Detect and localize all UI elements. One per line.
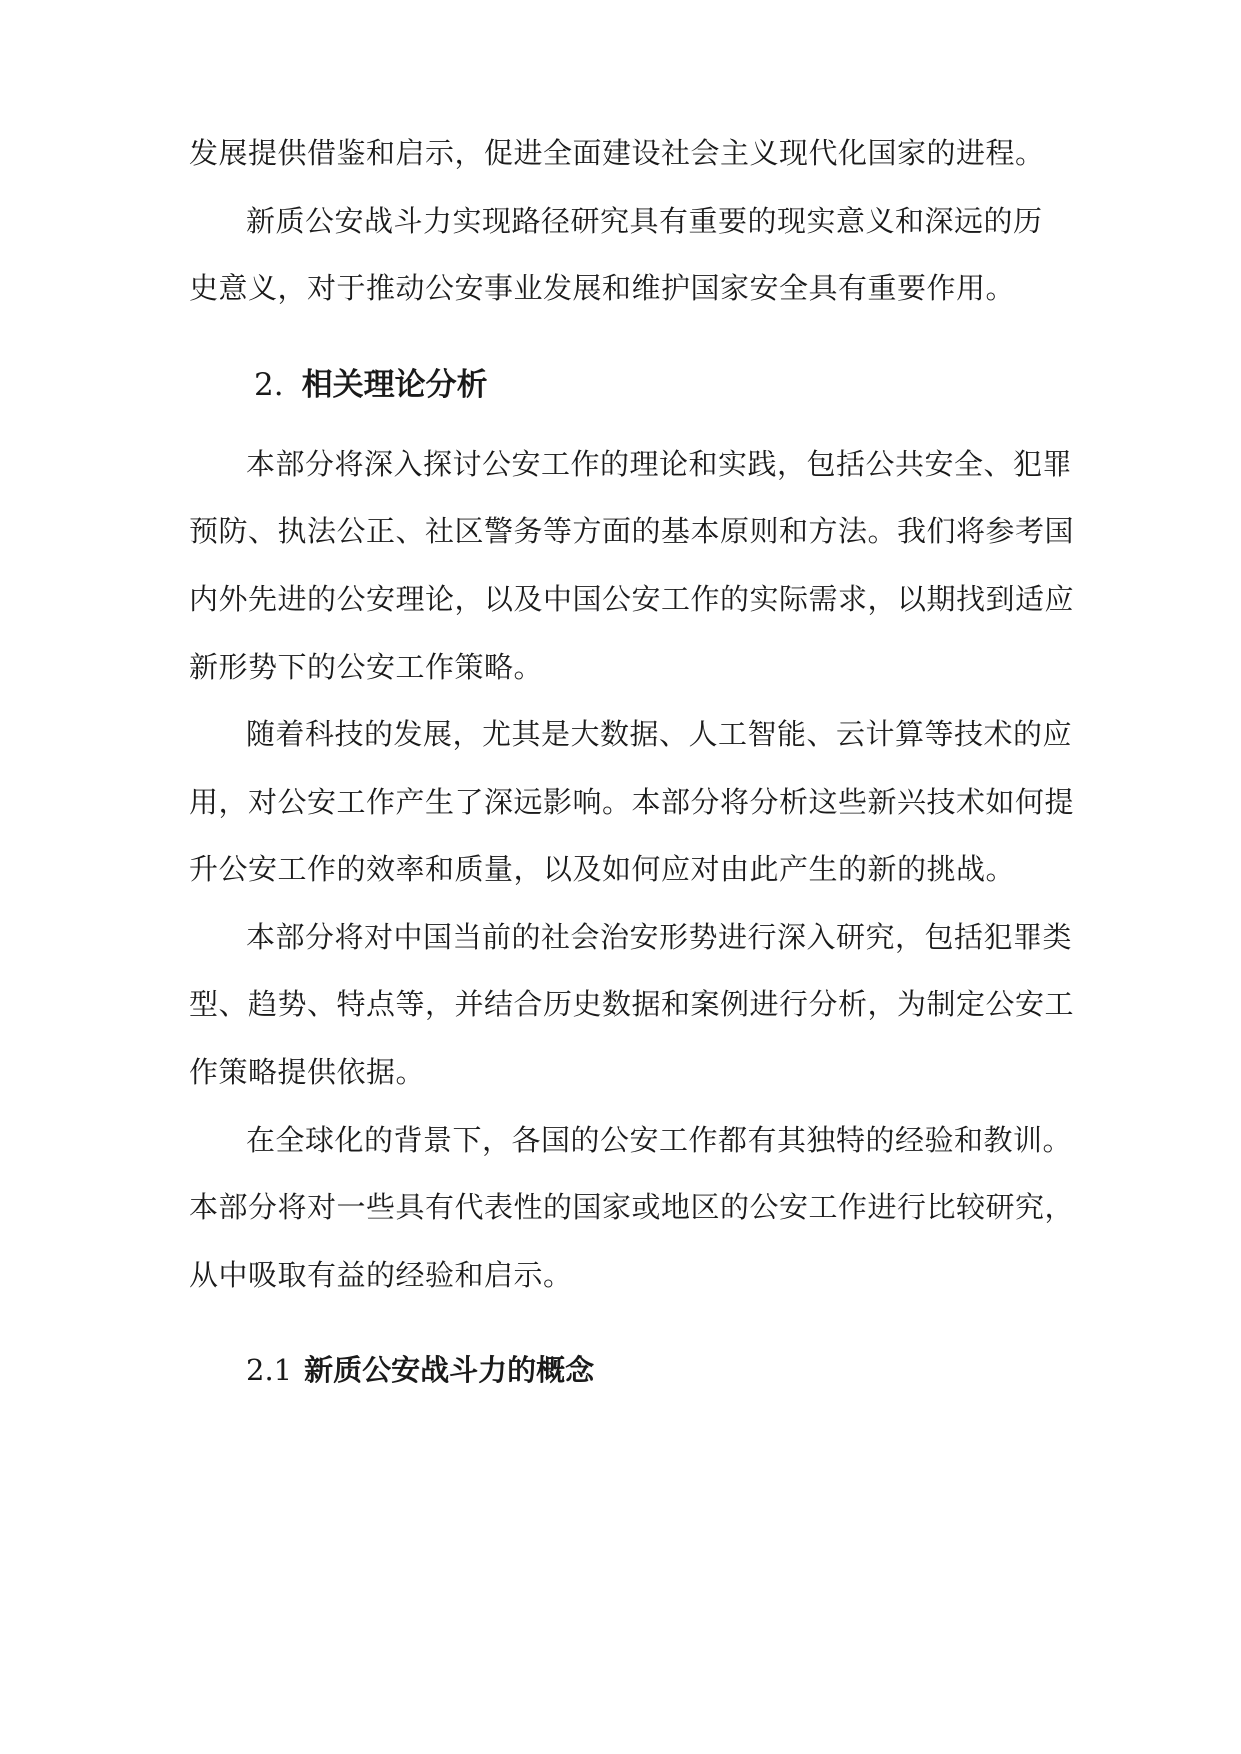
paragraph-line: 作策略提供依据。 (189, 1055, 426, 1089)
section-heading-2 (254, 364, 488, 406)
paragraph-line: 史意义，对于推动公安事业发展和维护国家安全具有重要作用。 (189, 271, 1016, 305)
section-title: 相关理论分析 (301, 367, 488, 403)
paragraph-line: 新质公安战斗力实现路径研究具有重要的现实意义和深远的历 (246, 204, 1043, 238)
paragraph-line: 本部分将对中国当前的社会治安形势进行深入研究，包括犯罪类 (246, 920, 1073, 954)
paragraph-line: 用，对公安工作产生了深远影响。本部分将分析这些新兴技术如何提 (189, 785, 1075, 819)
paragraph-line: 新形势下的公安工作策略。 (189, 650, 544, 684)
paragraph-line: 随着科技的发展，尤其是大数据、人工智能、云计算等技术的应 (246, 717, 1073, 751)
section-number: 2. (254, 367, 284, 403)
paragraph-line: 型、趋势、特点等，并结合历史数据和案例进行分析，为制定公安工 (189, 987, 1075, 1021)
paragraph-line: 内外先进的公安理论，以及中国公安工作的实际需求，以期找到适应 (189, 582, 1075, 616)
paragraph-line: 发展提供借鉴和启示，促进全面建设社会主义现代化国家的进程。 (189, 136, 1045, 170)
paragraph-line: 预防、执法公正、社区警务等方面的基本原则和方法。我们将参考国 (189, 514, 1075, 548)
paragraph-line: 本部分将对一些具有代表性的国家或地区的公安工作进行比较研究， (189, 1190, 1075, 1224)
section-number: 2.1 (246, 1353, 293, 1387)
section-heading-2-1 (246, 1350, 594, 1390)
paragraph-line: 在全球化的背景下，各国的公安工作都有其独特的经验和教训。 (246, 1123, 1073, 1157)
paragraph-line: 升公安工作的效率和质量，以及如何应对由此产生的新的挑战。 (189, 852, 1016, 886)
section-title: 新质公安战斗力的概念 (304, 1353, 595, 1387)
paragraph-line: 本部分将深入探讨公安工作的理论和实践，包括公共安全、犯罪 (246, 447, 1073, 481)
paragraph-line: 从中吸取有益的经验和启示。 (189, 1258, 573, 1292)
